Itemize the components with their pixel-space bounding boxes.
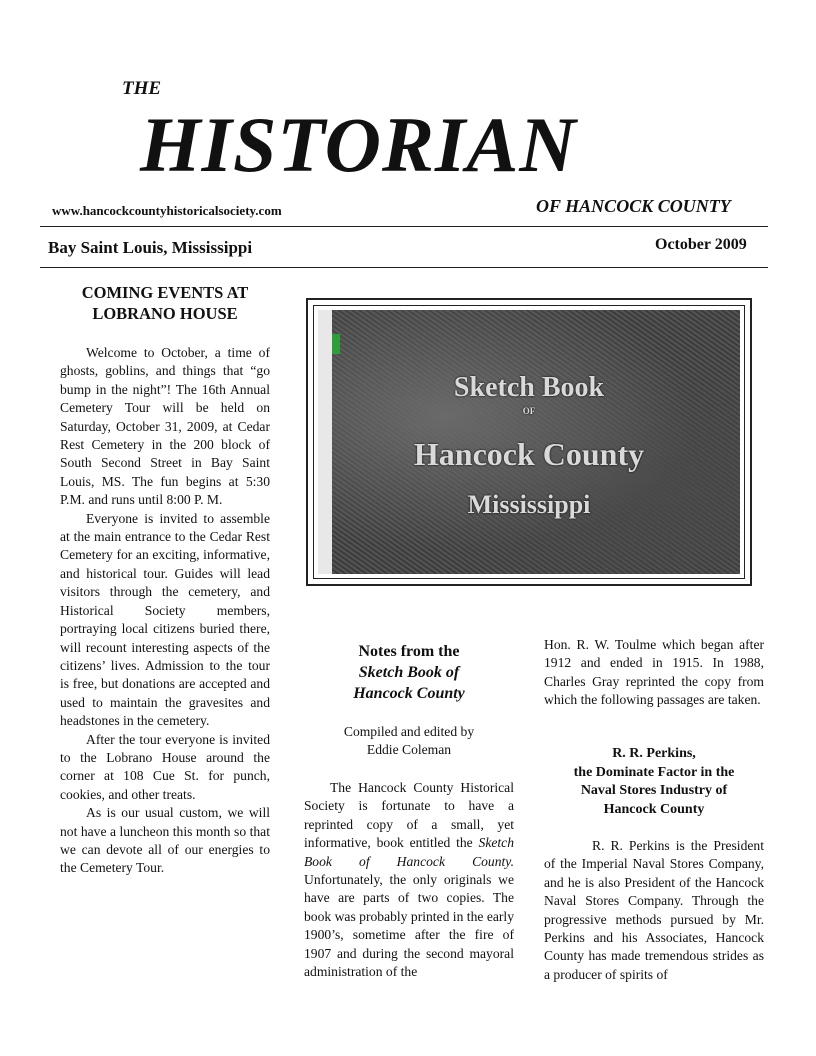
- perkins-paragraph: R. R. Perkins is the President of the Imperial Naval Stores Company, and he is also President of the Hancock Naval Stores Company. Through the progressive methods pursued by Mr. Perkins and his Associates, Hancock County has made tremendous strides as a producer of spirits of: [544, 838, 764, 982]
- events-heading: [60, 282, 270, 324]
- notes-heading-line1: Notes from the: [358, 643, 460, 660]
- notes-article-col3: [544, 636, 764, 710]
- perkins-heading: [544, 745, 764, 819]
- photo-inner-border: [313, 305, 745, 579]
- perkins-heading-line3: Naval Stores Industry of: [580, 783, 728, 798]
- perkins-heading-line1: R. R. Perkins,: [612, 746, 696, 761]
- events-paragraph: After the tour everyone is invited to the Lobrano House around the corner at 108 Cue St. for punch, cookies, and other treats.: [60, 731, 270, 802]
- perkins-article: [544, 837, 764, 984]
- masthead-subtitle: OF HANCOCK COUNTY: [536, 196, 731, 216]
- perkins-heading-line4: Hancock County: [603, 801, 705, 817]
- photo-green-tab: [332, 334, 340, 354]
- notes-heading: [304, 641, 514, 704]
- events-heading-line1: COMING EVENTS AT: [81, 283, 249, 302]
- photo-title-line1: Sketch Book: [453, 372, 605, 403]
- notes-credit: [304, 723, 514, 760]
- events-article: [60, 344, 270, 878]
- sketch-book-cover-photo: [318, 310, 740, 574]
- sketch-book-photo-frame: [306, 298, 752, 586]
- website-link[interactable]: www.hancockcountyhistoricalsociety.com: [52, 203, 282, 218]
- notes-paragraph: Hon. R. W. Toulme which began after 1912 and ended in 1915. In 1988, Charles Gray reprinted the copy from which the following passages are taken.: [544, 637, 764, 708]
- masthead-title: HISTORIAN: [140, 101, 577, 188]
- top-rule: [40, 226, 768, 227]
- photo-title-line4: Mississippi: [467, 490, 591, 519]
- location-label: Bay Saint Louis, Mississippi: [48, 238, 253, 257]
- photo-title-line3: Hancock County: [413, 436, 645, 472]
- notes-paragraph: [304, 779, 514, 981]
- events-paragraph: Everyone is invited to assemble at the main entrance to the Cedar Rest Cemetery for an exciting, informative, and historical tour. Guides will lead visitors through the cemetery, and Historical Society members, portraying local citizens buried there, will recount interesting aspects of the citizens’ lives. Admission to the tour is free, but donations are accepted and used to maintain the gravesites and headstones in the cemetery.: [60, 510, 270, 729]
- bottom-rule: [40, 267, 768, 268]
- notes-text: Unfortunately, the only originals we have are parts of two copies. The book was probably printed in the early 1900’s, sometime after the fire of 1907 and during the second mayoral administration of the: [304, 872, 514, 980]
- notes-credit-line2: Eddie Coleman: [366, 742, 452, 758]
- masthead-the: THE: [122, 78, 162, 99]
- events-paragraph: Welcome to October, a time of ghosts, goblins, and things that “go bump in the night”! The 16th Annual Cemetery Tour will be held on Saturday, October 31, 2009, at Cedar Rest Cemetery in the 200 block of South Second Street in Bay Saint Louis, MS. The fun begins at 5:30 P.M. and runs until 8:00 P. M.: [60, 345, 270, 508]
- issue-date: October 2009: [655, 236, 747, 253]
- notes-article-col2: [304, 779, 514, 981]
- perkins-heading-line2: the Dominate Factor in the: [573, 764, 735, 780]
- notes-credit-line1: Compiled and edited by: [343, 724, 475, 739]
- notes-heading-line3: Hancock County: [353, 685, 465, 702]
- events-heading-line2: LOBRANO HOUSE: [92, 304, 238, 323]
- notes-heading-line2: Sketch Book of: [358, 664, 460, 681]
- events-paragraph: As is our usual custom, we will not have a luncheon this month so that we can devote all of our energies to the Cemetery Tour.: [60, 805, 270, 876]
- notes-text: The Hancock County Historical Society is fortunate to have a reprinted copy of a small, yet informative, book entitled the: [304, 780, 514, 851]
- book-title: Sketch Book of Hancock County.: [304, 835, 514, 869]
- photo-title-line2: OF: [522, 406, 536, 416]
